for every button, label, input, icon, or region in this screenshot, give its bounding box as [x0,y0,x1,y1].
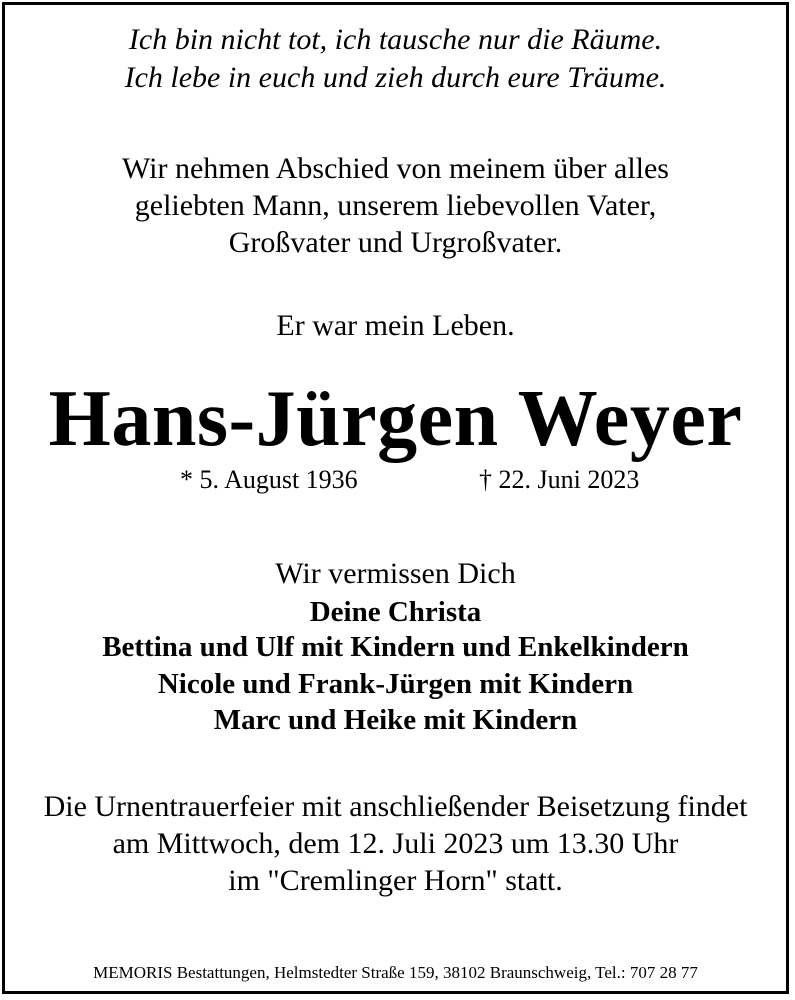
deceased-name: Hans-Jürgen Weyer [48,375,743,463]
mourners-intro: Wir vermissen Dich [275,557,516,590]
poem-line-1: Ich bin nicht tot, ich tausche nur die Räume. [128,23,663,56]
funeral-home-footer: MEMORIS Bestattungen, Helmstedter Straße 159, 38102 Braunschweig, Tel.: 707 28 77 [93,963,698,982]
ceremony-line-1: Die Urnentrauerfeier mit anschließender Beisetzung findet [43,790,748,823]
ceremony-line-2: am Mittwoch, dem 12. Juli 2023 um 13.30 Uhr [112,827,679,860]
tribute-text: Er war mein Leben. [276,309,515,342]
intro-line-2: geliebten Mann, unserem liebevollen Vater, [134,189,657,222]
mourner-line: Nicole und Frank-Jürgen mit Kindern [157,668,634,700]
death-date: † 22. Juni 2023 [479,465,640,494]
poem-line-2: Ich lebe in euch und zieh durch eure Träume. [124,61,667,94]
intro-line-1: Wir nehmen Abschied von meinem über alles [122,152,669,185]
ceremony-line-3: im "Cremlinger Horn" statt. [228,864,563,897]
mourner-line: Deine Christa [309,596,482,628]
mourner-line: Bettina und Ulf mit Kindern und Enkelkindern [102,631,689,663]
mourner-line: Marc und Heike mit Kindern [213,704,578,736]
obituary-notice [2,2,789,994]
intro-line-3: Großvater und Urgroßvater. [228,226,563,259]
birth-date: * 5. August 1936 [180,465,358,494]
